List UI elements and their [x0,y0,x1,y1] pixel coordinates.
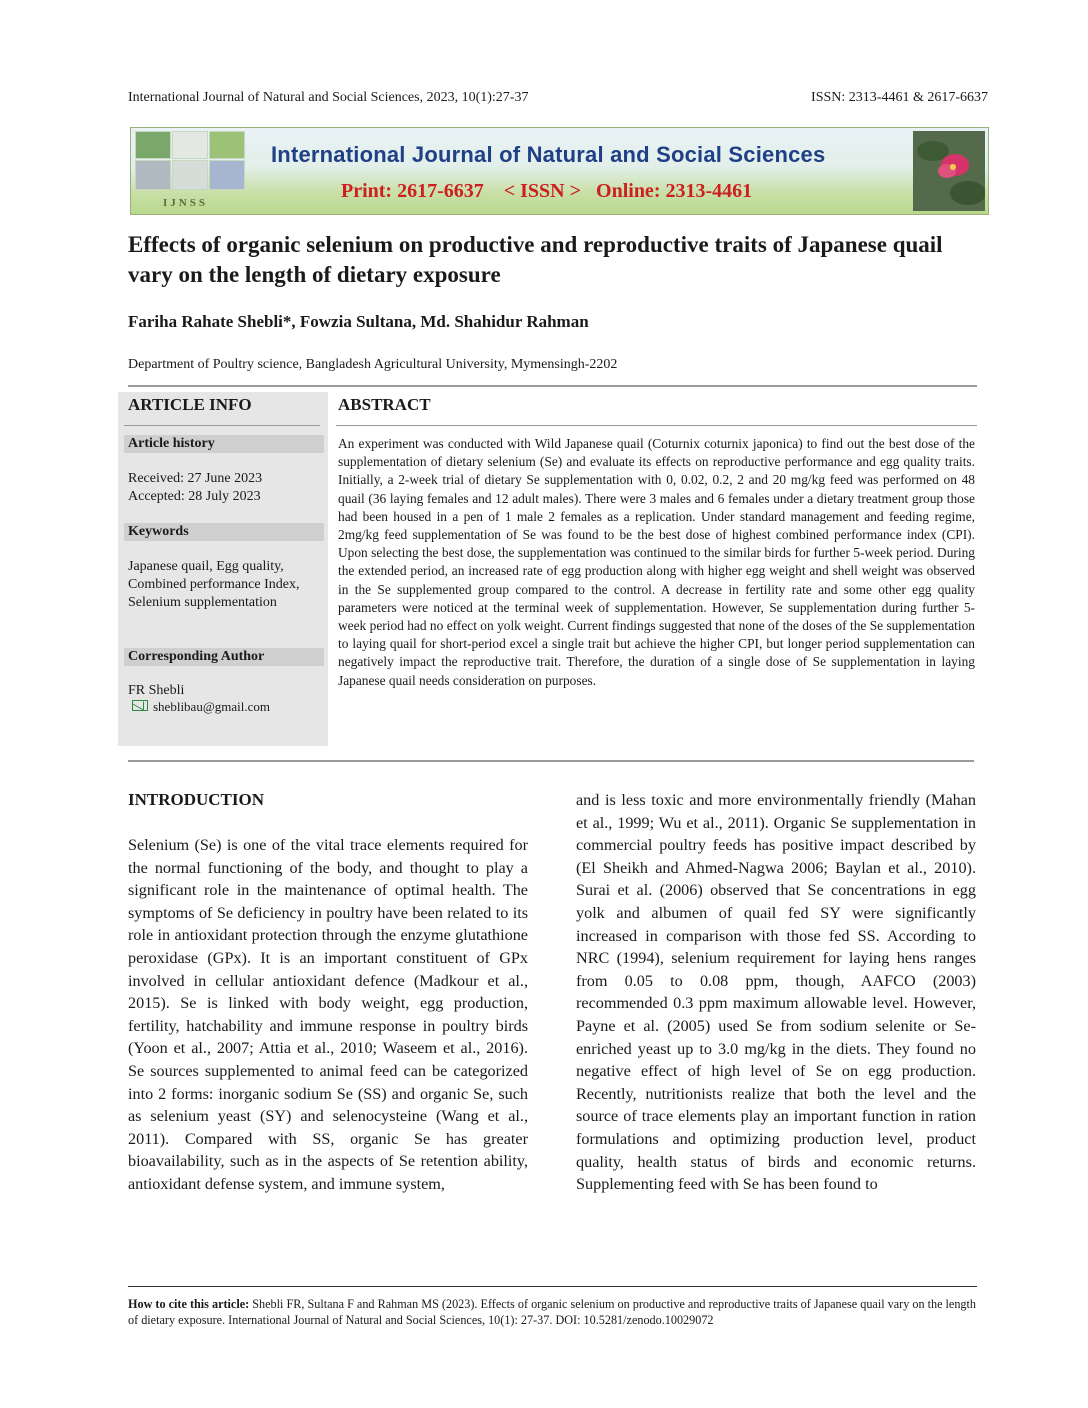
article-title: Effects of organic selenium on productive and reproductive traits of Japanese quail vary on the length of dietary exposure [128,232,943,287]
article-history-label: Article history [124,435,324,453]
citation-footnote [128,1296,976,1328]
corresponding-email-link[interactable]: sheblibau@gmail.com [153,699,271,714]
journal-banner [130,127,989,215]
article-authors: Fariha Rahate Shebli*, Fowzia Sultana, Md. Shahidur Rahman [128,312,589,331]
banner-title: International Journal of Natural and Social Sciences [271,142,826,167]
abstract-divider [336,425,977,426]
citation-label: How to cite this article: [128,1297,250,1311]
banner-issn-line: Print: 2617-6637 < ISSN > Online: 2313-4461 [341,180,753,202]
received-date: Received: 27 June 2023 [128,471,263,486]
introduction-column-left: Selenium (Se) is one of the vital trace elements required for the normal functioning of the body, and thought to play a significant role in the maintenance of optimal health. The symptoms of Se deficiency in poultry have been related to its role in antioxidant protection through the enzyme glutathione peroxidase (GPx). It is an important constituent of GPx involved in cellular antioxidant defence (Madkour et al., 2015). Se is linked with body weight, egg production, fertility, hatchability and immune response in poultry birds (Yoon et al., 2007; Attia et al., 2010; Waseem et al., 2016). Se sources supplemented to animal feed can be categorized into 2 forms: inorganic sodium Se (SS) and organic Se, such as selenium yeast (SY) and selenocysteine (Wang et al., 2011). Compared with SS, organic Se has greater bioavailability, such as in the aspects of Se retention ability, antioxidant defense system, and immune system, [128,836,528,1193]
article-info-heading: ARTICLE INFO [128,395,252,414]
introduction-column-right: and is less toxic and more environmentally friendly (Mahan et al., 1999; Wu et al., 2011). Organic Se supplementation in commercial poultry feeds has positive impact described by (El Sheikh and Ahmed-Nagwa 2006; Baylan et al., 2010). Surai et al. (2006) observed that Se concentrations in egg yolk and albumen of quail fed SY were significantly increased in comparison with those fed SS. According to NRC (1994), selenium requirement for laying hens ranges from 0.05 to 0.08 ppm, though, AAFCO (2003) recommended 0.3 ppm maximum allowable level. However, Payne et al. (2005) used Se from sodium selenite or Se-enriched yeast up to 3.0 mg/kg in the diets. They found no negative effect of high level of Se on egg production. Recently, nutritionists realize that both the level and the source of trace elements play an important function in ration formulations and optimizing production level, product quality, health status of birds and economic returns. Supplementing feed with Se has been found to [576,791,976,1194]
accepted-date: Accepted: 28 July 2023 [128,489,261,504]
introduction-heading: INTRODUCTION [128,790,265,809]
running-header-journal: International Journal of Natural and Social Sciences, 2023, 10(1):27-37 [128,90,529,105]
corresponding-author-name: FR Shebli [128,683,185,698]
banner-flower-image [913,131,985,211]
email-icon [132,700,148,711]
corresponding-author-label: Corresponding Author [124,648,324,666]
citation-text: Shebli FR, Sultana F and Rahman MS (2023). Effects of organic selenium on productive and reproductive traits of Japanese quail vary on the length of dietary exposure. International Journal of Natural and Social Sciences, 10(1): 27-37. DOI: 10.5281/zenodo.10029072 [128,1297,977,1327]
keywords-list: Japanese quail, Egg quality, Combined performance Index, Selenium supplementation [128,559,300,610]
author-affiliation: Department of Poultry science, Bangladesh Agricultural University, Mymensingh-2202 [128,357,618,372]
abstract-heading: ABSTRACT [338,395,431,414]
running-header-issn: ISSN: 2313-4461 & 2617-6637 [811,90,988,105]
banner-image-collage [135,131,243,211]
keywords-label: Keywords [124,523,324,541]
article-info-divider [124,425,320,426]
divider-bottom [128,760,974,762]
abstract-body: An experiment was conducted with Wild Japanese quail (Coturnix coturnix japonica) to find out the best dose of the supplementation of dietary selenium (Se) and evaluate its effects on reproductive performance and egg quality traits. Initially, a 2-week trial of dietary Se supplementation with 0, 0.02, 0.2, 2 and 20 mg/kg feed was performed on 48 quail (36 laying females and 12 adult males). There were 3 males and 6 females under a dietary treatment group those had been housed in a pen of 1 male 2 females as a replication. Under standard management and feeding regime, 2mg/kg feed supplementation of Se was found to be the best dose of highest combined performance index (CPI). Upon selecting the best dose, the supplementation was continued to the similar birds for further 5-week period. During the extended period, an increased rate of egg production along with higher egg weight and shell weight was observed in the Se supplemented group compared to the control. A decrease in fertility rate and some other egg quality parameters were noticed at the terminal week of supplementation. However, Se supplementation during further 5-week period had no effect on yolk weight. Current findings suggested that none of the doses of the Se supplementation to laying quail for short-period excel a single trait but achieve the higher CPI, but longer period supplementation can negatively impact the reproductive trait. Therefore, the duration of a single dose of Se supplementation in laying Japanese quail needs consideration on purposes. [338,436,975,688]
banner-tag: IJNSS [163,197,208,209]
divider-top [128,385,977,387]
footnote-divider [128,1286,977,1287]
